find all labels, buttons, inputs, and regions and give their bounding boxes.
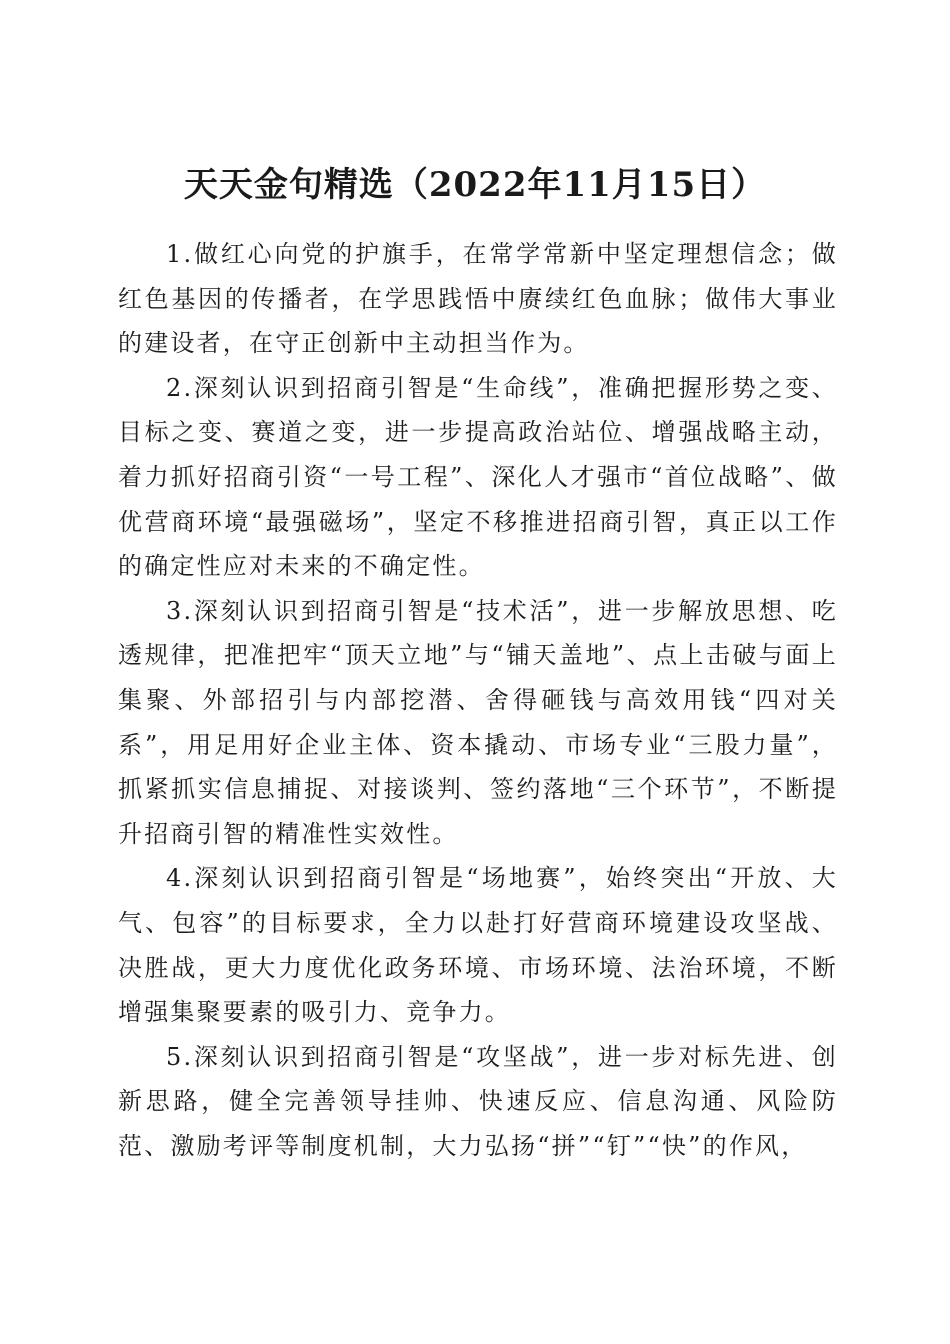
paragraph-3: 3.深刻认识到招商引智是“技术活”，进一步解放思想、吃透规律，把准把牢“顶天立地”与“铺天盖地”、点上击破与面上集聚、外部招引与内部挖潜、舍得砸钱与高效用钱“四对关系”，用足用好企业主体、资本撬动、市场专业“三股力量”，抓紧抓实信息捕捉、对接谈判、签约落地“三个环节”，不断提升招商引智的精准性实效性。 (118, 596, 838, 848)
paragraph-1: 1.做红心向党的护旗手，在常学常新中坚定理想信念；做红色基因的传播者，在学思践悟中赓续红色血脉；做伟大事业的建设者，在守正创新中主动担当作为。 (118, 240, 838, 358)
paragraph-2: 2.深刻认识到招商引智是“生命线”，准确把握形势之变、目标之变、赛道之变，进一步提高政治站位、增强战略主动，着力抓好招商引资“一号工程”、深化人才强市“首位战略”、做优营商环境“最强磁场”，坚定不移推进招商引智，真正以工作的确定性应对未来的不确定性。 (118, 373, 838, 581)
document-body (118, 232, 838, 1168)
document-title: 天天金句精选（2022年11月15日） (183, 164, 767, 205)
paragraph-5: 5.深刻认识到招商引智是“攻坚战”，进一步对标先进、创新思路，健全完善领导挂帅、快速反应、信息沟通、风险防范、激励考评等制度机制，大力弘扬“拼”“钉”“快”的作风， (118, 1042, 838, 1160)
paragraph-4: 4.深刻认识到招商引智是“场地赛”，始终突出“开放、大气、包容”的目标要求，全力以赴打好营商环境建设攻坚战、决胜战，更大力度优化政务环境、市场环境、法治环境，不断增强集聚要素的吸引力、竞争力。 (118, 864, 838, 1027)
